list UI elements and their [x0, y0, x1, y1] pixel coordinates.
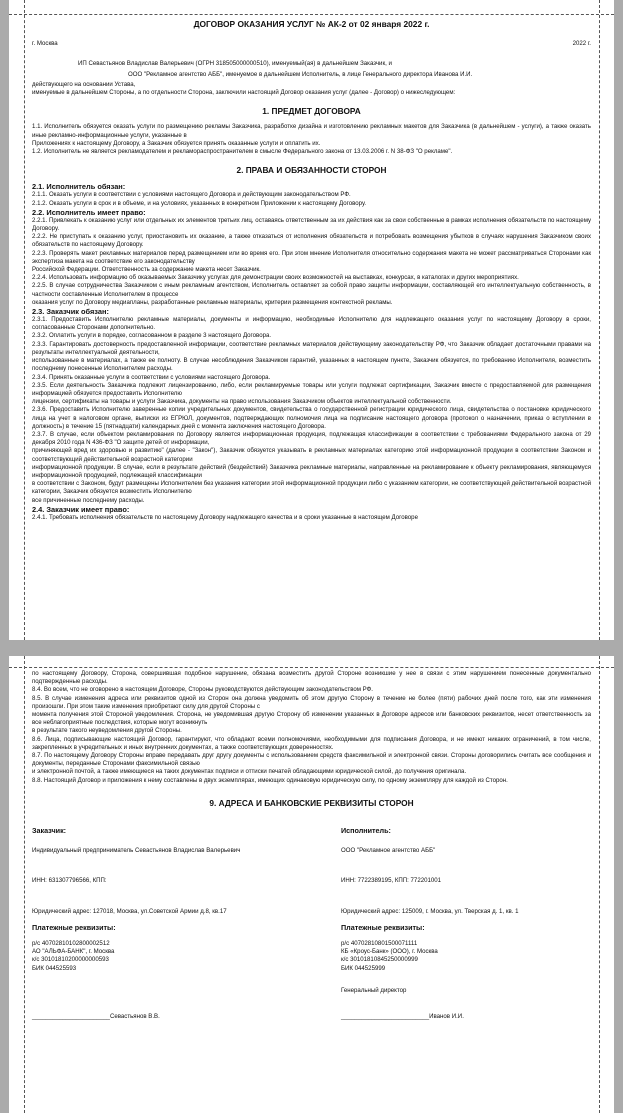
page-2-content	[32, 670, 591, 1021]
paragraph: 2.2.3. Проверять макет рекламных материалов перед размещением или во время его. При этом мнение Исполнителя относительно содержания макета не может рассматриваться Сторонами как экспертиза макета на соответствие его законодательству	[32, 249, 591, 265]
paragraph: лицензии, сертификаты на товары и услуги Заказчика, документы на право использования Заказчиком объектов интеллектуальной собственности.	[32, 398, 452, 406]
contractor-heading: Исполнитель:	[341, 826, 391, 836]
paragraph: использованные в материалах, а также ее полноту. В случае несоблюдения Заказчиком гарантий, указанных в настоящем пункте, Заказчик обязуется, по требованию Исполнителя, возместить последнему понесенные Исполнителем расходы.	[32, 357, 591, 373]
paragraph: 2.3.6. Предоставить Исполнителю заверенные копии учредительных документов, свидетельства о государственной регистрации юридического лица, свидетельства о постановке юридического лица на учет в налоговом органе, выписки из ЕГРЮЛ, документов, подтверждающих полномочия лица на подписание настоящего договора (протокол о назначении, приказ о вступлении в должность) в течение 15 (пятнадцати) календарных дней с момента заключения настоящего Договора.	[32, 406, 591, 430]
paragraph: и электронной почтой, а также имеющиеся на таких документах подписи и оттиски печатей обладающими юридической силой, до получения оригинала.	[32, 768, 467, 776]
paragraph: в соответствии с Законом, будут размещены Исполнителем без указания категории этой информационной продукции либо с указанием категории, не соответствующей действительной возрастной категории, Заказчик обязуется возместить Исполнителю	[32, 480, 591, 496]
intro-line: именуемые в дальнейшем Стороны, а по отдельности Сторона, заключили настоящий Договор оказания услуг (далее - Договор) о нижеследующем:	[32, 89, 456, 97]
document-page-1	[9, 0, 614, 640]
paragraph: 8.6. Лица, подписывающие настоящий Договор, гарантируют, что обладают всеми полномочиями, необходимыми для подписания Договора, и не имеют никаких ограничений, в том числе, закрепленных в учредительных и иных внутренних документах, а также соответствующих доверенностях.	[32, 735, 591, 751]
document-title: ДОГОВОР ОКАЗАНИЯ УСЛУГ № АК-2 от 02 января 2022 г.	[193, 19, 430, 29]
paragraph: 2.3.5. Если деятельность Заказчика подлежит лицензированию, либо, если рекламируемые товары или услуги подлежат сертификации, Заказчик вместе с предоставляемой для размещения информацией обязуется предоставить Исполнителю	[32, 381, 591, 397]
year: 2022 г.	[572, 40, 591, 48]
customer-name: Индивидуальный предприниматель Севастьянов Владислав Валерьевич	[32, 847, 241, 855]
paragraph: 1.1. Исполнитель обязуется оказать услуги по размещению рекламы Заказчика, разработке дизайна и изготовлению рекламных макетов для Заказчика (в дальнейшем - услуги), а также оказать иные рекламно-информационные услуги, указанные в	[32, 123, 591, 139]
paragraph: 2.2.2. Не приступать к оказанию услуг, приостановить их оказание, а также отказаться от исполнения обязательств и потребовать возмещения убытков в случаях нарушения Заказчиком своих обязательств по настоящему Договору.	[32, 233, 591, 249]
section-title: 9. АДРЕСА И БАНКОВСКИЕ РЕКВИЗИТЫ СТОРОН	[209, 797, 414, 808]
subsection-title: 2.1. Исполнитель обязан:	[32, 182, 126, 192]
page-1-content	[32, 20, 591, 522]
paragraph: 2.2.4. Использовать информацию об оказываемых Заказчику услугах для демонстрации своих возможностей на выставках, конкурсах, в каталогах и других мероприятиях.	[32, 274, 519, 282]
document-page-2	[9, 656, 614, 1113]
paragraph: 8.8. Настоящий Договор и приложения к нему составлены в двух экземплярах, имеющих одинаковую юридическую силу, по одному экземпляру для каждой из Сторон.	[32, 776, 508, 784]
paragraph: причиняющей вред их здоровью и развитию" (далее - "Закон"), Заказчик обязуется указывать в рекламных материалах категорию этой информационной продукции в соответствии Законом и соответствующий действительной возрастной категории	[32, 447, 591, 463]
paragraph: 2.2.1. Привлекать к оказанию услуг или отдельных их элементов третьих лиц, оставаясь ответственным за их действия как за свои собственные в рамках исполнения обязательств по настоящему Договору.	[32, 216, 591, 233]
paragraph: Российской Федерации. Ответственность за содержание макета несет Заказчик.	[32, 266, 261, 274]
paragraph: момента получения этой Стороной уведомления. Сторона, не уведомившая другую Сторону об изменении указанных в Договоре адресов или банковских реквизитов, несет ответственность за все неблагоприятные последствия, которые могут возникнуть	[32, 711, 591, 727]
customer-corr-account: к/с 30101810200000000593	[32, 956, 109, 964]
contractor-bank-heading: Платежные реквизиты:	[341, 922, 425, 932]
contractor-bik: БИК 044525999	[341, 964, 386, 972]
customer-signature: _______________________Севастьянов В.В.	[32, 1013, 160, 1021]
section-title: 2. ПРАВА И ОБЯЗАННОСТИ СТОРОН	[236, 165, 387, 176]
intro-line: ООО "Рекламное агентство АББ", именуемое в дальнейшем Исполнитель, в лице Генерального директора Иванова И.И.	[128, 70, 473, 78]
subsection-title: 2.4. Заказчик имеет право:	[32, 504, 130, 514]
contractor-bank: КБ «Кроус-Банк» (ООО), г. Москва	[341, 948, 438, 956]
city: г. Москва	[32, 40, 58, 48]
paragraph: по настоящему Договору, Сторона, совершившая подобное нарушение, обязана возместить другой Стороне возникшие у нее в связи с этим нарушением понесенные документально подтвержденные расходы.	[32, 670, 591, 686]
paragraph: 2.3.1. Предоставить Исполнителю рекламные материалы, документы и информацию, необходимые Исполнителю для надлежащего оказания услуг по настоящему Договору в сроки, согласованные Сторонами дополнительно.	[32, 316, 591, 332]
contractor-name: ООО "Рекламное агентство АББ"	[341, 847, 436, 855]
paragraph: 2.3.4. Принять оказанные услуги в соответствии с условиями настоящего Договора.	[32, 373, 271, 381]
customer-heading: Заказчик:	[32, 826, 67, 836]
paragraph: 2.1.2. Оказать услуги в срок и в объеме, и на условиях, указанных в конкретном Приложении к настоящему Договору.	[32, 199, 367, 207]
paragraph: 2.3.2. Оплатить услуги в порядке, согласованном в разделе 3 настоящего Договора.	[32, 332, 272, 340]
customer-bank-heading: Платежные реквизиты:	[32, 922, 116, 932]
intro-line: действующего на основании Устава,	[32, 80, 136, 88]
city-date-row	[32, 40, 591, 48]
signatures-row	[32, 1013, 591, 1021]
customer-inn: ИНН: 631307796566, КПП:	[32, 877, 107, 885]
contractor-position: Генеральный директор	[341, 986, 407, 994]
customer-bik: БИК 044525593	[32, 964, 77, 972]
customer-address: Юридический адрес: 127018, Москва, ул.Советской Армии д.8, кв.17	[32, 907, 227, 915]
margin-guide-right	[599, 0, 600, 640]
section-title: 1. ПРЕДМЕТ ДОГОВОРА	[262, 106, 361, 117]
margin-guide-right	[599, 656, 600, 1113]
paragraph: 2.1.1. Оказать услуги в соответствии с условиями настоящего Договора и действующим законодательством РФ.	[32, 191, 351, 199]
paragraph: 2.3.7. В случае, если объектом рекламирования по Договору является информационная продукция, подлежащая классификации в соответствии с требованиями Федерального закона от 29 декабря 2010 года N 436-ФЗ "О защите детей от информации,	[32, 430, 591, 447]
paragraph: оказания услуг по Договору медиапланы, разработанные рекламные материалы, критерии размещения контекстной рекламы.	[32, 298, 393, 306]
contractor-corr-account: к/с 30101810845250000999	[341, 956, 418, 964]
contractor-inn: ИНН: 7722389195, КПП: 772201001	[341, 877, 442, 885]
subsection-title: 2.3. Заказчик обязан:	[32, 307, 109, 317]
customer-column	[32, 827, 302, 995]
requisites-columns	[32, 827, 591, 995]
contractor-column	[341, 827, 591, 995]
contractor-address: Юридический адрес: 125009, г. Москва, ул. Тверская д. 1, кв. 1	[341, 907, 519, 915]
paragraph: 2.2.5. В случае сотрудничества Заказчиком с иным рекламным агентством, Исполнитель оставляет за собой право защиты информации, составляющей его интеллектуальную собственность, в частности составленные Исполнителем в процессе	[32, 282, 591, 298]
margin-guide-left	[24, 0, 25, 640]
margin-guide-left	[24, 656, 25, 1113]
customer-account: р/с 40702810102800002512	[32, 940, 110, 948]
paragraph: информационной продукции. В случае, если в результате действий (бездействий) Заказчика рекламные материалы, направленные на рекламирование к объекту рекламирования, являющемуся информационной продукцией, подлежащей классификации	[32, 463, 591, 479]
paragraph: 8.7. По настоящему Договору Стороны вправе передавать друг другу документы с использованием средств факсимильной и электронной связи. Стороны договорились считать все сообщения и документы, переданные Сторонами факсимильной связью	[32, 752, 591, 768]
margin-guide-top	[9, 667, 614, 668]
intro-line: ИП Севастьянов Владислав Валерьевич (ОГРН 318505000000510), именуемый(ая) в дальнейшем Заказчик, и	[78, 60, 392, 68]
subsection-title: 2.2. Исполнитель имеет право:	[32, 207, 146, 217]
contractor-account: р/с 40702810801500071111	[341, 940, 418, 948]
paragraph: в результате такого неуведомления другой Стороны.	[32, 727, 182, 735]
contractor-signature: __________________________Иванов И.И.	[341, 1013, 464, 1021]
paragraph: 8.5. В случае изменения адреса или реквизитов одной из Сторон она должна уведомить об этом другую Сторону в течение не более (пяти) рабочих дней после того, как эти изменения произошли. При этом такие изменения приобретают силу для другой Стороны с	[32, 694, 591, 710]
margin-guide-top	[9, 14, 614, 15]
paragraph: 2.3.3. Гарантировать достоверность предоставленной информации, соответствие рекламных материалов действующему законодательству РФ, что Заказчик обладает достаточными правами на результаты интеллектуальной деятельности,	[32, 340, 591, 356]
paragraph: все причиненные последнему расходы.	[32, 496, 145, 504]
paragraph: 8.4. Во всем, что не оговорено в настоящем Договоре, Стороны руководствуются действующим законодательством РФ.	[32, 686, 373, 694]
paragraph: Приложениях к настоящему Договору, а Заказчик обязуется принять оказанные услуги и оплатить их.	[32, 139, 321, 147]
paragraph: 2.4.1. Требовать исполнения обязательств по настоящему Договору надлежащего качества и в сроки указанные в настоящем Договоре	[32, 513, 418, 521]
paragraph: 1.2. Исполнитель не является рекламодателем и рекламораспространителем в смысле Федерального закона от 13.03.2006 г. N 38-ФЗ "О рекламе".	[32, 148, 453, 156]
customer-bank: АО "АЛЬФА-БАНК", г. Москва	[32, 948, 115, 956]
